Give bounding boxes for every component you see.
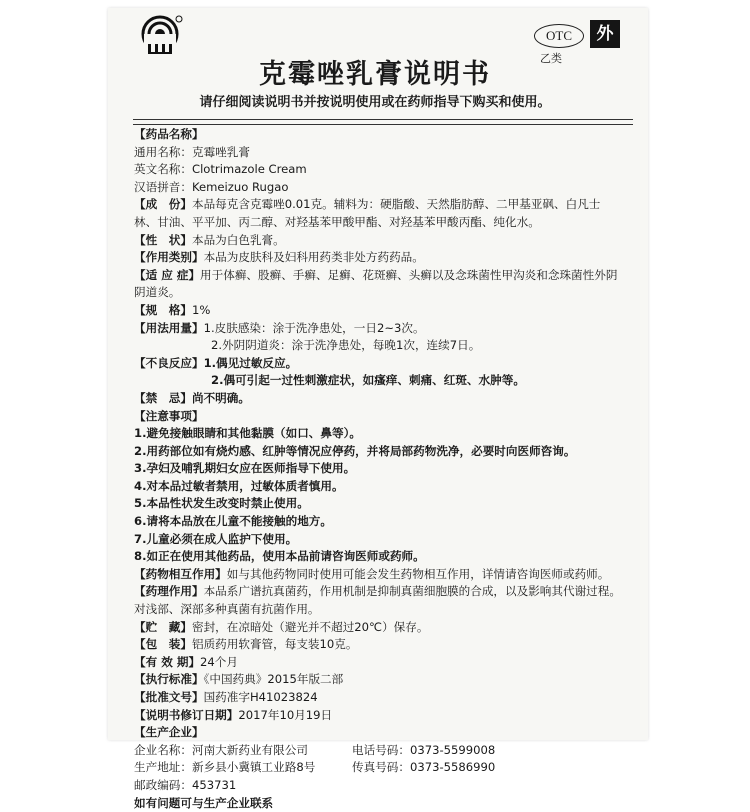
address-row — [134, 759, 632, 777]
drug-name-heading: 【药品名称】 — [134, 127, 204, 141]
approval-row — [134, 689, 632, 707]
precaution-item: 4.对本品过敏者禁用，过敏体质者慎用。 — [134, 478, 344, 493]
precaution-item: 6.请将本品放在儿童不能接触的地方。 — [134, 514, 332, 529]
english-name: 英文名称：Clotrimazole Cream — [134, 162, 307, 177]
package-text: 铝质药用软膏管，每支装10克。 — [191, 637, 358, 652]
usage-row — [134, 320, 632, 338]
standard-heading: 【执行标准】 — [134, 672, 204, 687]
composition-row — [134, 196, 632, 214]
otc-badge: OTC — [534, 24, 584, 48]
precaution-item: 8.如正在使用其他药品，使用本品前请咨询医师或药师。 — [134, 549, 425, 564]
manufacturer-heading: 【生产企业】 — [134, 725, 204, 740]
company-phone: 电话号码：0373-5599008 — [352, 742, 496, 757]
usage-heading: 【用法用量】 — [134, 320, 204, 335]
indication-row — [134, 267, 632, 285]
precaution-item: 5.本品性状发生改变时禁止使用。 — [134, 496, 309, 511]
composition-text: 本品每克含克霉唑0.01克。辅料为：硬脂酸、天然脂肪醇、二甲基亚砜、白凡士 — [191, 197, 601, 212]
pharm-text: 本品系广谱抗真菌药，作用机制是抑制真菌细胞膜的合成，以及影响其代谢过程。 — [203, 584, 621, 599]
standard-row — [134, 671, 632, 689]
spec-text: 1% — [191, 302, 211, 317]
revision-row — [134, 707, 632, 725]
interaction-heading: 【药物相互作用】 — [134, 566, 227, 581]
approval-heading: 【批准文号】 — [134, 690, 204, 704]
validity-row — [134, 654, 632, 672]
character-row — [134, 232, 632, 250]
revision-text: 2017年10月19日 — [238, 707, 333, 722]
precaution-item: 3.孕妇及哺乳期妇女应在医师指导下使用。 — [134, 461, 356, 476]
document-subtitle: 请仔细阅读说明书并按说明使用或在药师指导下购买和使用。 — [199, 95, 551, 110]
pharm-heading: 【药理作用】 — [134, 584, 204, 599]
interaction-text: 如与其他药物同时使用可能会发生药物相互作用，详情请咨询医师或药师。 — [226, 566, 610, 581]
adverse-text-1: 1.偶见过敏反应。 — [203, 355, 298, 370]
composition-heading: 【成 份】 — [134, 197, 192, 212]
storage-text: 密封，在凉暗处（避光并不超过20℃）保存。 — [191, 619, 429, 634]
character-text: 本品为白色乳膏。 — [191, 232, 285, 247]
precautions-heading: 【注意事项】 — [134, 408, 204, 423]
contact-note: 如有问题可与生产企业联系 — [134, 795, 274, 810]
company-name: 企业名称：河南大新药业有限公司 — [134, 742, 308, 757]
package-row — [134, 636, 632, 654]
usage-text-2: 2.外阴阴道炎：涂于洗净患处，每晚1次，连续7日。 — [211, 338, 481, 353]
company-fax: 传真号码：0373-5586990 — [352, 760, 496, 775]
adverse-row — [134, 355, 632, 373]
revision-heading: 【说明书修订日期】 — [134, 707, 239, 722]
category-text: 本品为皮肤科及妇科用药类非处方药药品。 — [203, 250, 424, 265]
character-heading: 【性 状】 — [134, 232, 192, 247]
company-postcode: 邮政编码：453731 — [134, 777, 237, 792]
precaution-item: 1.避免接触眼睛和其他黏膜（如口、鼻等）。 — [134, 426, 361, 441]
validity-text: 24个月 — [200, 654, 238, 669]
indication-text-cont: 阴道炎。 — [134, 285, 181, 300]
interaction-row — [134, 566, 632, 584]
storage-heading: 【贮 藏】 — [134, 619, 192, 634]
company-address: 生产地址：新乡县小冀镇工业路8号 — [134, 760, 316, 775]
adverse-heading: 【不良反应】 — [134, 355, 204, 370]
contra-text: 尚不明确。 — [191, 390, 250, 405]
leaflet-body — [134, 126, 632, 812]
precaution-item: 7.儿童必须在成人监护下使用。 — [134, 531, 298, 546]
otc-class-label: 乙类 — [540, 52, 562, 65]
pharm-text-cont: 对浅部、深部多种真菌有抗菌作用。 — [134, 602, 320, 617]
storage-row — [134, 619, 632, 637]
spec-heading: 【规 格】 — [134, 302, 192, 317]
contra-row — [134, 390, 632, 408]
approval-text: 国药准字H41023824 — [203, 690, 318, 704]
document-title: 克霉唑乳膏说明书 — [259, 59, 491, 90]
company-row — [134, 742, 632, 760]
standard-text: 《中国药典》2015年版二部 — [203, 672, 344, 687]
pharm-row — [134, 583, 632, 601]
precaution-item: 2.用药部位如有烧灼感、红肿等情况应停药，并将局部药物洗净，必要时向医师咨询。 — [134, 443, 576, 458]
category-row — [134, 249, 632, 267]
top-rule — [133, 119, 633, 120]
common-name: 通用名称：克霉唑乳膏 — [134, 144, 250, 159]
package-heading: 【包 装】 — [134, 637, 192, 652]
adverse-text-2: 2.偶可引起一过性刺激症状，如瘙痒、刺痛、红斑、水肿等。 — [211, 373, 525, 388]
pinyin-name: 汉语拼音：Kemeizuo Rugao — [134, 179, 289, 194]
composition-text-cont: 林、甘油、平平加、丙二醇、对羟基苯甲酸甲酯、对羟基苯甲酸丙酯、纯化水。 — [134, 214, 540, 229]
indication-heading: 【适 应 症】 — [134, 267, 201, 282]
spec-row — [134, 302, 632, 320]
usage-text-1: 1.皮肤感染：涂于洗净患处，一日2~3次。 — [203, 320, 425, 335]
contra-heading: 【禁 忌】 — [134, 390, 192, 405]
external-use-badge: 外 — [590, 20, 620, 48]
validity-heading: 【有 效 期】 — [134, 654, 201, 669]
top-rule-inner — [133, 124, 633, 125]
category-heading: 【作用类别】 — [134, 250, 204, 265]
indication-text: 用于体癣、股癣、手癣、足癣、花斑癣、头癣以及念珠菌性甲沟炎和念珠菌性外阴 — [200, 267, 618, 282]
